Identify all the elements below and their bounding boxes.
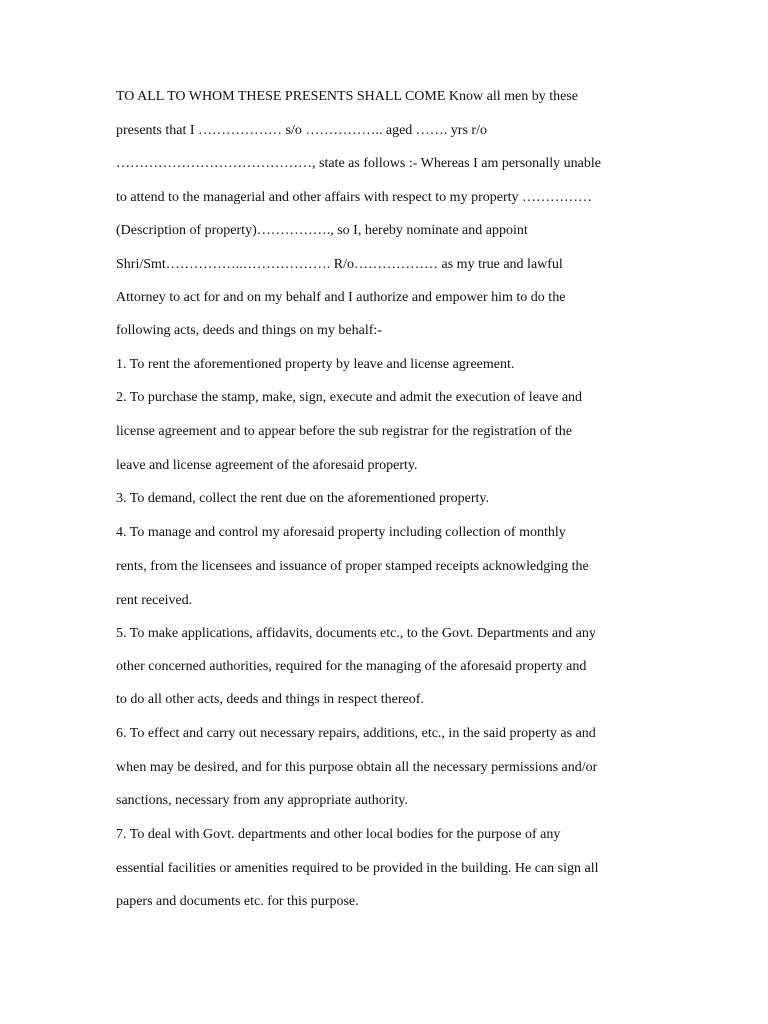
document-line: rent received. bbox=[116, 593, 193, 608]
document-line: papers and documents etc. for this purpose. bbox=[116, 894, 359, 909]
document-line: presents that I ……………… s/o …………….. aged ……. yrs r/o bbox=[116, 123, 487, 138]
list-item: 1. To rent the aforementioned property by leave and license agreement. bbox=[116, 357, 515, 372]
list-item: 4. To manage and control my aforesaid property including collection of monthly bbox=[116, 525, 566, 540]
list-item: 6. To effect and carry out necessary repairs, additions, etc., in the said property as and bbox=[116, 726, 596, 741]
document-line: other concerned authorities, required for the managing of the aforesaid property and bbox=[116, 659, 587, 674]
list-item: 7. To deal with Govt. departments and other local bodies for the purpose of any bbox=[116, 827, 561, 842]
document-line: essential facilities or amenities required to be provided in the building. He can sign all bbox=[116, 861, 599, 876]
document-line: following acts, deeds and things on my behalf:- bbox=[116, 323, 382, 338]
document-line: to do all other acts, deeds and things in respect thereof. bbox=[116, 692, 424, 707]
document-line: (Description of property)……………., so I, hereby nominate and appoint bbox=[116, 223, 528, 238]
list-item: 3. To demand, collect the rent due on the aforementioned property. bbox=[116, 491, 490, 506]
document-line: sanctions, necessary from any appropriate authority. bbox=[116, 793, 408, 808]
document-line: when may be desired, and for this purpose obtain all the necessary permissions and/or bbox=[116, 760, 598, 775]
list-item: 5. To make applications, affidavits, documents etc., to the Govt. Departments and any bbox=[116, 626, 596, 641]
document-line: rents, from the licensees and issuance of proper stamped receipts acknowledging the bbox=[116, 559, 589, 574]
document-line: Attorney to act for and on my behalf and I authorize and empower him to do the bbox=[116, 290, 566, 305]
document-line: license agreement and to appear before the sub registrar for the registration of the bbox=[116, 424, 572, 439]
document-line: Shri/Smt……………..………………. R/o……………… as my true and lawful bbox=[116, 257, 563, 272]
list-item: 2. To purchase the stamp, make, sign, execute and admit the execution of leave and bbox=[116, 390, 583, 405]
document-line: TO ALL TO WHOM THESE PRESENTS SHALL COME Know all men by these bbox=[116, 89, 578, 104]
document-line: ……………………………………, state as follows :- Whereas I am personally unable bbox=[116, 156, 601, 171]
document-line: to attend to the managerial and other affairs with respect to my property …………… bbox=[116, 190, 592, 205]
document-line: leave and license agreement of the aforesaid property. bbox=[116, 458, 418, 473]
